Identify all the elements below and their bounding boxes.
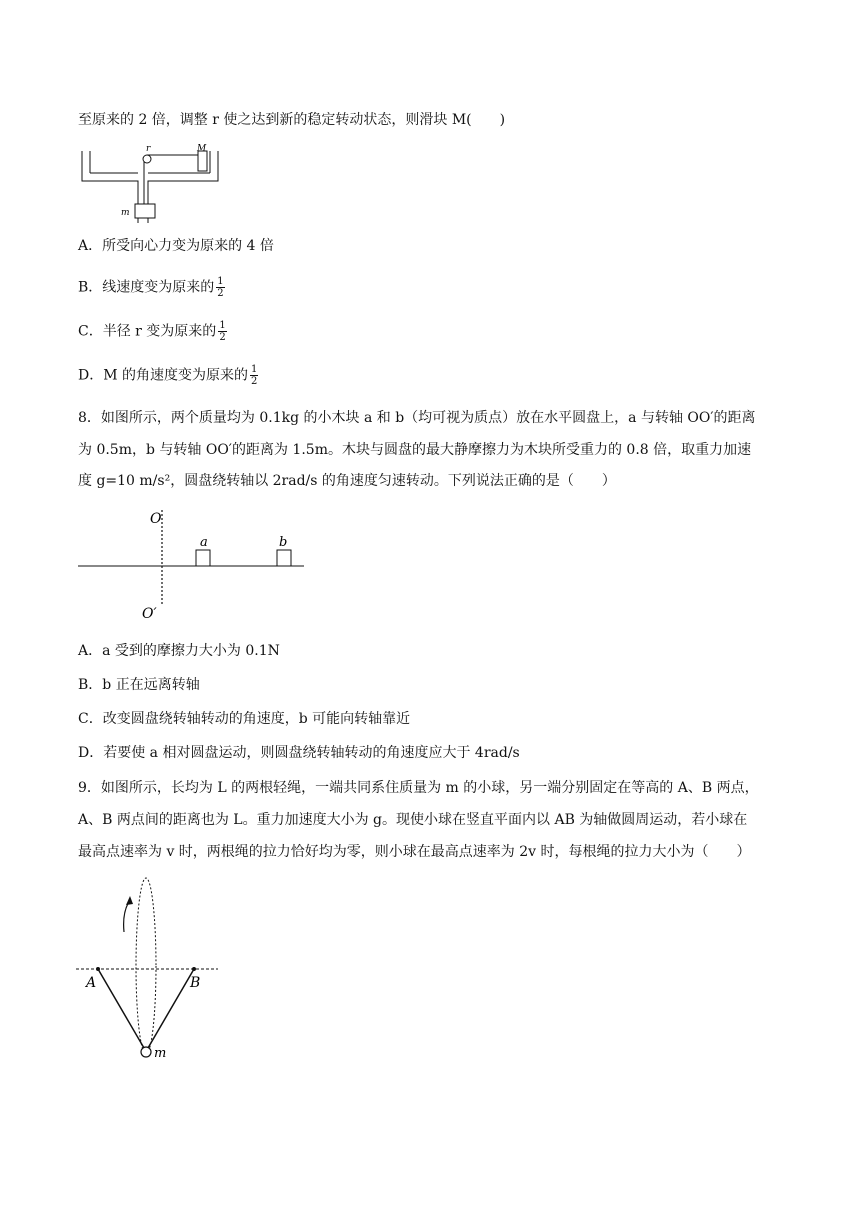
q9-stem-line-1: 9．如图所示，长均为 L 的两根轻绳，一端共同系住质量为 m 的小球，另一端分别固定在等高的 A、B 两点， (78, 780, 759, 796)
q7-option-b: B．线速度变为原来的 $\frac{1}{2}$ (78, 276, 224, 299)
q8-stem-line-2: 为 0.5m，b 与转轴 OO′的距离为 1.5m。木块与圆盘的最大静摩擦力为木块所受重力的 0.8 倍，取重力加速 (78, 442, 752, 458)
q9-stem-line-2: A、B 两点间的距离也为 L。重力加速度大小为 g。现使小球在竖直平面内以 AB 为轴做圆周运动，若小球在 (78, 812, 748, 828)
q8-stem-line-1: 8．如图所示，两个质量均为 0.1kg 的小木块 a 和 b（均可视为质点）放在水平圆盘上，a 与转轴 OO′的距离 (78, 410, 756, 426)
q7-option-c: C．半径 r 变为原来的 $\frac{1}{2}$ (78, 320, 226, 343)
question-7-stem-end: 至原来的 2 倍，调整 r 使之达到新的稳定转动状态，则滑块 M( ) (78, 112, 506, 128)
question-8-figure (76, 506, 306, 626)
q8-option-b: B．b 正在远离转轴 (78, 677, 200, 693)
label-M: M (197, 144, 207, 154)
fraction: $\frac{1}{2}$ (251, 364, 258, 387)
label-b: b (279, 535, 288, 550)
label-m: m (154, 1046, 167, 1061)
q7-option-a: A．所受向心力变为原来的 4 倍 (78, 238, 274, 254)
q8-option-d: D．若要使 a 相对圆盘运动，则圆盘绕转轴转动的角速度应大于 4rad/s (78, 745, 520, 761)
q8-option-c: C．改变圆盘绕转轴转动的角速度，b 可能向转轴靠近 (78, 711, 411, 727)
label-r: r (146, 144, 151, 154)
fraction: $\frac{1}{2}$ (217, 276, 224, 299)
label-a: a (200, 535, 208, 550)
label-B: B (190, 975, 201, 991)
label-O-prime: O′ (142, 606, 157, 622)
q8-option-a: A．a 受到的摩擦力大小为 0.1N (78, 643, 280, 659)
question-7-figure (76, 143, 236, 223)
q8-stem-line-3: 度 g=10 m/s²，圆盘绕转轴以 2rad/s 的角速度匀速转动。下列说法正确的是（ ） (78, 473, 616, 489)
q9-stem-line-3: 最高点速率为 v 时，两根绳的拉力恰好均为零，则小球在最高点速率为 2v 时，每根绳的拉力大小为（ ） (78, 844, 751, 860)
question-9-figure (72, 872, 232, 1072)
label-A: A (86, 975, 97, 991)
fraction: $\frac{1}{2}$ (219, 320, 226, 343)
q7-option-d: D．M 的角速度变为原来的 $\frac{1}{2}$ (78, 364, 258, 387)
label-m: m (121, 208, 130, 218)
label-O: O (150, 511, 162, 527)
